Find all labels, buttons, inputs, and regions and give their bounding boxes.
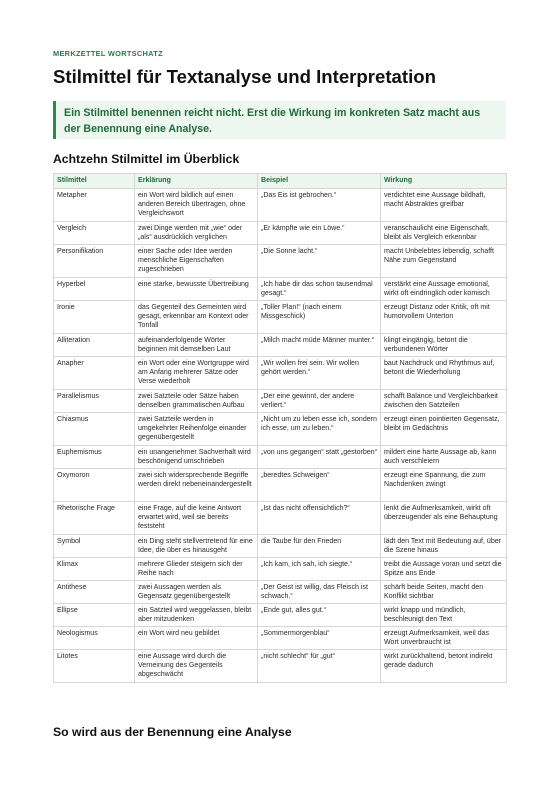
cell-erklaerung: einer Sache oder Idee werden menschliche Eigenschaften zugeschrieben — [135, 245, 258, 278]
section-title-overview: Achtzehn Stilmittel im Überblick — [53, 152, 240, 166]
cell-erklaerung: zwei Satzteile oder Sätze haben denselben grammatischen Aufbau — [135, 390, 258, 413]
cell-beispiel: „Nicht um zu leben esse ich, sondern ich esse, um zu leben.“ — [258, 413, 381, 446]
cell-beispiel: „Ist das nicht offensichtlich?“ — [258, 502, 381, 535]
cell-beispiel: „beredtes Schweigen“ — [258, 469, 381, 502]
table-row — [54, 357, 507, 390]
table-row — [54, 413, 507, 446]
cell-erklaerung: das Gegenteil des Gemeinten wird gesagt, erkennbar am Kontext oder Tonfall — [135, 301, 258, 334]
cell-beispiel: „Er kämpfte wie ein Löwe.“ — [258, 222, 381, 245]
table-row — [54, 334, 507, 357]
table-row — [54, 189, 507, 222]
table-row — [54, 301, 507, 334]
cell-stilmittel: Vergleich — [54, 222, 135, 245]
cell-beispiel: „Milch macht müde Männer munter.“ — [258, 334, 381, 357]
cell-stilmittel: Rhetorische Frage — [54, 502, 135, 535]
table-row — [54, 502, 507, 535]
cell-erklaerung: ein Wort oder eine Wortgruppe wird am Anfang mehrerer Sätze oder Verse wiederholt — [135, 357, 258, 390]
table-row — [54, 222, 507, 245]
cell-erklaerung: eine Frage, auf die keine Antwort erwartet wird, weil sie bereits feststeht — [135, 502, 258, 535]
cell-stilmittel: Ironie — [54, 301, 135, 334]
table-row — [54, 581, 507, 604]
cell-beispiel: „Der eine gewinnt, der andere verliert.“ — [258, 390, 381, 413]
cell-wirkung: erzeugt Distanz oder Kritik, oft mit humorvollem Unterton — [381, 301, 507, 334]
cell-beispiel: „Ich habe dir das schon tausendmal gesagt.“ — [258, 278, 381, 301]
cell-erklaerung: eine Aussage wird durch die Verneinung des Gegenteils abgeschwächt — [135, 650, 258, 683]
table-row — [54, 604, 507, 627]
cell-beispiel: „von uns gegangen“ statt „gestorben“ — [258, 446, 381, 469]
cell-wirkung: verstärkt eine Aussage emotional, wirkt oft eindringlich oder komisch — [381, 278, 507, 301]
table-row — [54, 446, 507, 469]
cell-beispiel: „Die Sonne lacht.“ — [258, 245, 381, 278]
cell-erklaerung: ein Satzteil wird weggelassen, bleibt aber mitzudenken — [135, 604, 258, 627]
cell-beispiel: „Wir wollen frei sein. Wir wollen gehört werden.“ — [258, 357, 381, 390]
column-header: Stilmittel — [54, 174, 135, 189]
section-title-analysis: So wird aus der Benennung eine Analyse — [53, 725, 292, 739]
stilmittel-table — [53, 173, 507, 683]
cell-stilmittel: Anapher — [54, 357, 135, 390]
cell-erklaerung: eine starke, bewusste Übertreibung — [135, 278, 258, 301]
cell-beispiel: „nicht schlecht“ für „gut“ — [258, 650, 381, 683]
cell-stilmittel: Symbol — [54, 535, 135, 558]
cell-wirkung: erzeugt einen pointierten Gegensatz, bleibt im Gedächtnis — [381, 413, 507, 446]
cell-wirkung: mildert eine harte Aussage ab, kann auch verschleiern — [381, 446, 507, 469]
table-row — [54, 278, 507, 301]
cell-beispiel: „Ich kam, ich sah, ich siegte.“ — [258, 558, 381, 581]
cell-beispiel: „Das Eis ist gebrochen.“ — [258, 189, 381, 222]
cell-wirkung: klingt eingängig, betont die verbundenen Wörter — [381, 334, 507, 357]
cell-stilmittel: Hyperbel — [54, 278, 135, 301]
page-title: Stilmittel für Textanalyse und Interpretation — [53, 66, 436, 87]
callout-box: Ein Stilmittel benennen reicht nicht. Erst die Wirkung im konkreten Satz macht aus der Benennung eine Analyse. — [53, 101, 506, 139]
cell-wirkung: verdichtet eine Aussage bildhaft, macht Abstraktes greifbar — [381, 189, 507, 222]
table-row — [54, 558, 507, 581]
table-row — [54, 245, 507, 278]
cell-erklaerung: ein Ding steht stellvertretend für eine Idee, die über es hinausgeht — [135, 535, 258, 558]
column-header: Erklärung — [135, 174, 258, 189]
cell-beispiel: „Ende gut, alles gut.“ — [258, 604, 381, 627]
cell-erklaerung: aufeinanderfolgende Wörter beginnen mit demselben Laut — [135, 334, 258, 357]
cell-erklaerung: ein unangenehmer Sachverhalt wird beschönigend umschrieben — [135, 446, 258, 469]
cell-stilmittel: Metapher — [54, 189, 135, 222]
cell-stilmittel: Chiasmus — [54, 413, 135, 446]
cell-wirkung: veranschaulicht eine Eigenschaft, bleibt als Vergleich erkennbar — [381, 222, 507, 245]
table-row — [54, 535, 507, 558]
cell-erklaerung: zwei sich widersprechende Begriffe werden direkt nebeneinandergestellt — [135, 469, 258, 502]
table-row — [54, 650, 507, 683]
cell-wirkung: wirkt zurückhaltend, betont indirekt gerade dadurch — [381, 650, 507, 683]
cell-erklaerung: ein Wort wird bildlich auf einen anderen Bereich übertragen, ohne Vergleichswort — [135, 189, 258, 222]
cell-stilmittel: Klimax — [54, 558, 135, 581]
cell-wirkung: baut Nachdruck und Rhythmus auf, betont die Wiederholung — [381, 357, 507, 390]
cell-beispiel: „Toller Plan!“ (nach einem Missgeschick) — [258, 301, 381, 334]
cell-stilmittel: Personifikation — [54, 245, 135, 278]
cell-wirkung: schafft Balance und Vergleichbarkeit zwischen den Satzteilen — [381, 390, 507, 413]
cell-wirkung: lenkt die Aufmerksamkeit, wirkt oft überzeugender als eine Behauptung — [381, 502, 507, 535]
cell-erklaerung: ein Wort wird neu gebildet — [135, 627, 258, 650]
cell-stilmittel: Parallelismus — [54, 390, 135, 413]
cell-wirkung: wirkt knapp und mündlich, beschleunigt den Text — [381, 604, 507, 627]
cell-wirkung: erzeugt eine Spannung, die zum Nachdenken zwingt — [381, 469, 507, 502]
cell-erklaerung: zwei Aussagen werden als Gegensatz gegenübergestellt — [135, 581, 258, 604]
cell-stilmittel: Alliteration — [54, 334, 135, 357]
cell-erklaerung: zwei Satzteile werden in umgekehrter Reihenfolge einander gegenübergestellt — [135, 413, 258, 446]
cell-erklaerung: zwei Dinge werden mit „wie“ oder „als“ ausdrücklich verglichen — [135, 222, 258, 245]
cell-wirkung: schärft beide Seiten, macht den Konflikt sichtbar — [381, 581, 507, 604]
cell-beispiel: „Der Geist ist willig, das Fleisch ist schwach.“ — [258, 581, 381, 604]
cell-wirkung: macht Unbelebtes lebendig, schafft Nähe zum Gegenstand — [381, 245, 507, 278]
cell-wirkung: treibt die Aussage voran und setzt die Spitze ans Ende — [381, 558, 507, 581]
cell-stilmittel: Oxymoron — [54, 469, 135, 502]
table-row — [54, 390, 507, 413]
cell-beispiel: die Taube für den Frieden — [258, 535, 381, 558]
cell-stilmittel: Antithese — [54, 581, 135, 604]
cell-stilmittel: Euphemismus — [54, 446, 135, 469]
kicker-label: MERKZETTEL WORTSCHATZ — [53, 49, 163, 58]
cell-stilmittel: Neologismus — [54, 627, 135, 650]
cell-erklaerung: mehrere Glieder steigern sich der Reihe nach — [135, 558, 258, 581]
table-row — [54, 627, 507, 650]
cell-beispiel: „Sommermorgenblau“ — [258, 627, 381, 650]
cell-stilmittel: Ellipse — [54, 604, 135, 627]
cell-stilmittel: Litotes — [54, 650, 135, 683]
table-header-row — [54, 174, 507, 189]
column-header: Wirkung — [381, 174, 507, 189]
table-row — [54, 469, 507, 502]
cell-wirkung: erzeugt Aufmerksamkeit, weil das Wort unverbraucht ist — [381, 627, 507, 650]
table-body — [54, 189, 507, 683]
column-header: Beispiel — [258, 174, 381, 189]
cell-wirkung: lädt den Text mit Bedeutung auf, über die Szene hinaus — [381, 535, 507, 558]
